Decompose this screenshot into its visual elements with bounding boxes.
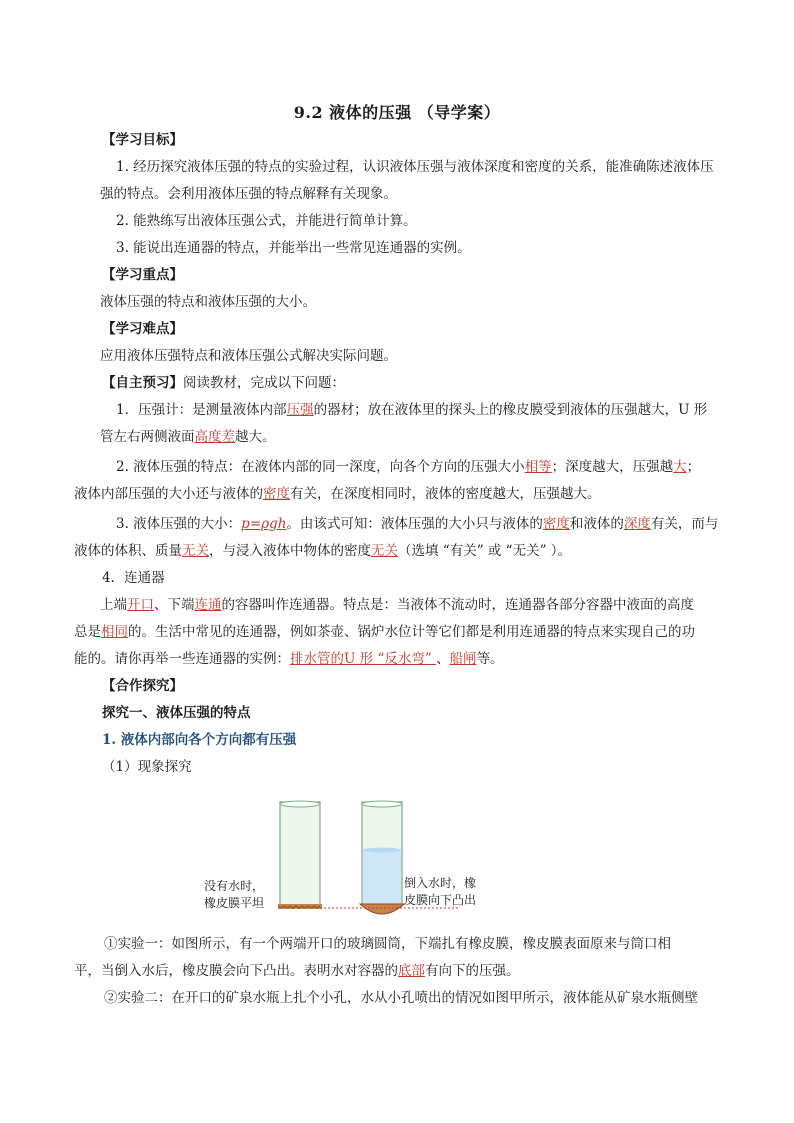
q4-answer-1: 开口 [127,597,154,613]
q4-answer-5: 船闸 [449,651,477,667]
q2-answer-2: 大 [673,459,687,475]
q3-text-a: 3. 液体压强的大小： [116,516,242,532]
q2-text-f: 有关，在深度相同时，液体的密度越大，压强越大。 [290,486,601,502]
q3-text-d: 有关，而与 [650,516,719,532]
preview-line [102,373,345,393]
water [363,850,401,904]
q1-line-2 [100,427,276,447]
right-cylinder [360,801,404,914]
preview-heading: 【自主预习】 [102,375,183,391]
q3-text-f: ，与浸入液体中物体的密度 [209,543,371,559]
q3-answer-1: 密度 [542,516,570,532]
page-title: 9.2 液体的压强 （导学案） [293,103,501,122]
q4-text-b: 、下端 [154,597,195,613]
difficulty-heading: 【学习难点】 [102,321,183,337]
right-label-line-1: 倒入水时，橡 [404,876,477,890]
bulging-membrane [360,904,404,914]
q3-text-e: 液体的体积、质量 [74,543,182,559]
goal-3: 3. 能说出连通器的特点，并能举出一些常见连通器的实例。 [116,240,471,256]
q4-answer-4: 排水管的U 形 “反水弯” [290,651,437,667]
key-text: 液体压强的特点和液体压强的大小。 [100,294,316,310]
q3-formula: p=ρgh [241,516,287,532]
q4-text-c: 的容器叫作连通器。特点是：当液体不流动时，连通器各部分容器中液面的高度 [221,597,694,613]
q2-text-c: ；深度越大，压强越 [551,459,674,475]
q4-answer-3: 相同 [101,624,128,640]
left-label-line-2: 橡皮膜平坦 [204,896,265,910]
q2-line-1 [116,457,700,477]
exp1-text-c: 有向下的压强。 [425,963,520,979]
q3-answer-2: 深度 [623,516,651,532]
q2-answer-1: 相等 [524,459,552,475]
exp1-text-b: 平，当倒入水后，橡皮膜会向下凸出。表明水对容器的 [74,963,398,979]
q1-line-1 [116,400,707,420]
q2-line-2 [74,484,601,504]
difficulty-text: 应用液体压强特点和液体压强公式解决实际问题。 [100,348,397,364]
q1-text-d: 管左右两侧液面 [100,429,195,445]
exp1-line-2 [74,961,520,981]
exp2-line-1: ②实验二：在开口的矿泉水瓶上扎个小孔，水从小孔喷出的情况如图甲所示，液体能从矿泉水瓶侧壁 [104,990,698,1006]
left-cylinder [278,801,322,909]
q3-answer-3: 无关 [182,543,209,559]
q4-text-d: 总是 [74,624,101,640]
q3-line-1 [116,514,718,534]
goals-heading: 【学习目标】 [102,132,183,148]
q1-answer-2: 高度差 [194,429,235,445]
explore-1-heading: 探究一、液体压强的特点 [102,705,251,721]
q4-text-g: 、 [436,651,450,667]
q4-line-3 [74,649,504,669]
goal-2: 2. 能熟练写出液体压强公式，并能进行简单计算。 [116,213,417,229]
q4-line-2 [74,622,695,642]
q1-answer-1: 压强 [286,402,314,418]
q4-line-1 [100,595,694,615]
q2-text-d: ； [686,459,701,475]
observation-heading: （1）现象探究 [102,759,192,775]
q3-text-g: （选填 “有关” 或 “无关” ）。 [398,543,572,559]
right-label-line-2: 皮膜向下凸出 [404,893,477,907]
coop-heading: 【合作探究】 [102,678,183,694]
q4-text-h: 等。 [476,651,504,667]
left-label-line-1: 没有水时， [204,879,265,893]
q2-text-e: 液体内部压强的大小还与液体的 [74,486,263,502]
q4-text-f: 能的。请你再举一些连通器的实例： [74,651,290,667]
exp1-line-1: ①实验一：如图所示，有一个两端开口的玻璃圆筒，下端扎有橡皮膜，橡皮膜表面原来与筒口相 [104,936,671,952]
q2-text-a: 2. 液体压强的特点：在液体内部的同一深度，向各个方向的压强大小 [116,459,525,475]
key-heading: 【学习重点】 [102,267,183,283]
goal-1-line-2: 强的特点。会利用液体压强的特点解释有关现象。 [100,186,397,202]
q1-text-c: 的器材；放在液体里的探头上的橡皮膜受到液体的压强越大，U 形 [313,402,708,418]
goal-1-line-1: 1. 经历探究液体压强的特点的实验过程，认识液体压强与液体深度和密度的关系，能准确陈述液体压 [116,159,714,175]
exp1-answer-1: 底部 [398,963,425,979]
q1-text-e: 越大。 [235,429,276,445]
q4-text-e: 的。生活中常见的连通器，例如茶壶、锅炉水位计等它们都是利用连通器的特点来实现自己的功 [128,624,695,640]
q4-text-a: 上端 [100,597,127,613]
q3-answer-4: 无关 [371,543,398,559]
q4-heading: 4．连通器 [102,570,165,586]
preview-text: 阅读教材，完成以下问题： [183,375,345,391]
q3-text-c: 和液体的 [569,516,624,532]
q3-line-2 [74,541,571,561]
q3-text-b: 。由该式可知：液体压强的大小只与液体的 [286,516,543,532]
sub-1-heading: 1. 液体内部向各个方向都有压强 [102,732,297,748]
q2-answer-3: 密度 [263,486,290,502]
q1-text-a: 1．压强计：是测量液体内部 [116,402,287,418]
cylinder-figure [200,800,500,920]
q4-answer-2: 连通 [194,597,222,613]
